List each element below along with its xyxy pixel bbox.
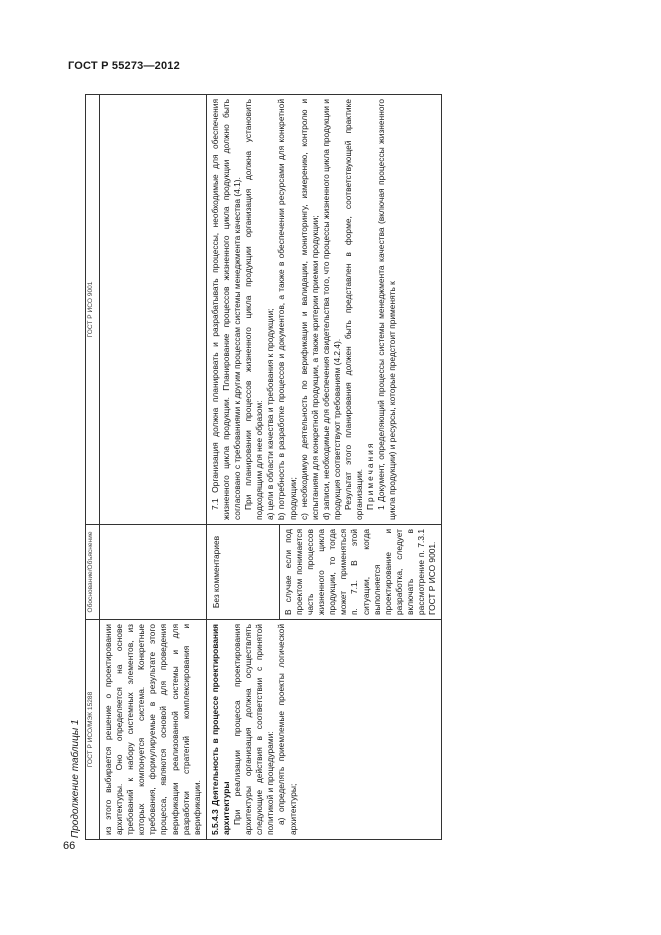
rotated-table-page bbox=[67, 95, 597, 840]
table-header-row bbox=[86, 95, 100, 840]
gost9001-planning-text: При планировании процессов жизненного цикла продукции организация должна установить подходящим для нее образом: bbox=[243, 99, 265, 520]
row2-col3 bbox=[206, 95, 441, 525]
gost9001-result-text: Результат этого планирования должен быть представлен в форме, соответствующей практике организации. bbox=[342, 99, 365, 520]
header-gost-15288: ГОСТ Р ИСО/МЭК 15288 bbox=[86, 620, 100, 840]
row1-col2 bbox=[100, 525, 207, 620]
row1-col3 bbox=[100, 95, 207, 525]
gost9001-clause-7-1: 7.1 Организация должна планировать и разрабатывать процессы, необходимые для обеспечения жизненного цикла продукции. Планирование процессов жизненного цикла продукции должно быть согласовано с требованиями к другим процессам системы менеджмента качества (4.1). bbox=[209, 99, 243, 520]
document-header-title: ГОСТ Р 55273—2012 bbox=[68, 60, 180, 72]
page-number: 66 bbox=[63, 840, 76, 852]
header-gost-9001: ГОСТ Р ИСО 9001 bbox=[86, 95, 100, 525]
comparison-table bbox=[85, 94, 442, 840]
list-item-a: а) определять приемлемые проекты логической архитектуры; bbox=[276, 624, 298, 835]
gost9001-item-a: a) цели в области качества и требования к продукции; bbox=[265, 308, 276, 520]
row1-col1 bbox=[100, 620, 207, 840]
section-heading: 5.5.4.3 Деятельность в процессе проектирования архитектуры bbox=[209, 624, 231, 835]
table-row bbox=[100, 95, 207, 840]
gost9001-item-c: c) необходимую деятельность по верификации и валидации, мониторингу, измерению, контролю и испытаниям для конкретной продукции, а также критерии приемки продукции; bbox=[298, 99, 320, 520]
row1-col1-text: из этого выбирается решение о проектировании архитектуры. Оно определяется на основе требований к набору системных элементов, из которых компонуется система. Конкретные требования, формулируемые в результате этого процесса, являются основой для проведения верификации реализованной системы и для разработки стратегий комплексирования и верификации. bbox=[103, 624, 202, 835]
no-comments-text: Без комментариев bbox=[207, 525, 280, 619]
gost9001-item-d: d) записи, необходимые для обеспечения свидетельства того, что процессы жизненного цикла продукции и продукция соответствуют требованиям (4.2.4). bbox=[320, 99, 342, 520]
table-continuation-caption: Продолжение таблицы 1 bbox=[70, 719, 81, 838]
gost9001-item-b: b) потребность в разработке процессов и документов, а также в обеспечении ресурсами для конкретной продукции; bbox=[276, 99, 298, 520]
notes-heading: Примечания bbox=[365, 441, 376, 510]
justification-text: В случае если под проектом понимается часть процессов жизненного цикла продукции, то тогда может применяться п. 7.1. В этой ситуации, когда выполняется проектирование и разработка, следует включать в рассмотрение п. 7.3.1 ГОСТ Р ИСО 9001. bbox=[282, 529, 438, 615]
row2-col2 bbox=[206, 525, 441, 620]
row2-col1 bbox=[206, 620, 441, 840]
table-row bbox=[206, 95, 441, 840]
note-1: 1 Документ, определяющий процессы системы менеджмента качества (включая процессы жизненного цикла продукции) и ресурсы, которые предстоит применять к bbox=[376, 99, 398, 520]
section-intro: При реализации процесса проектирования архитектуры организация должна осуществлять следующие действия в соответствии с принятой политикой и процедурами: bbox=[232, 624, 276, 835]
header-justification: Обоснование/Объяснение bbox=[86, 525, 100, 620]
